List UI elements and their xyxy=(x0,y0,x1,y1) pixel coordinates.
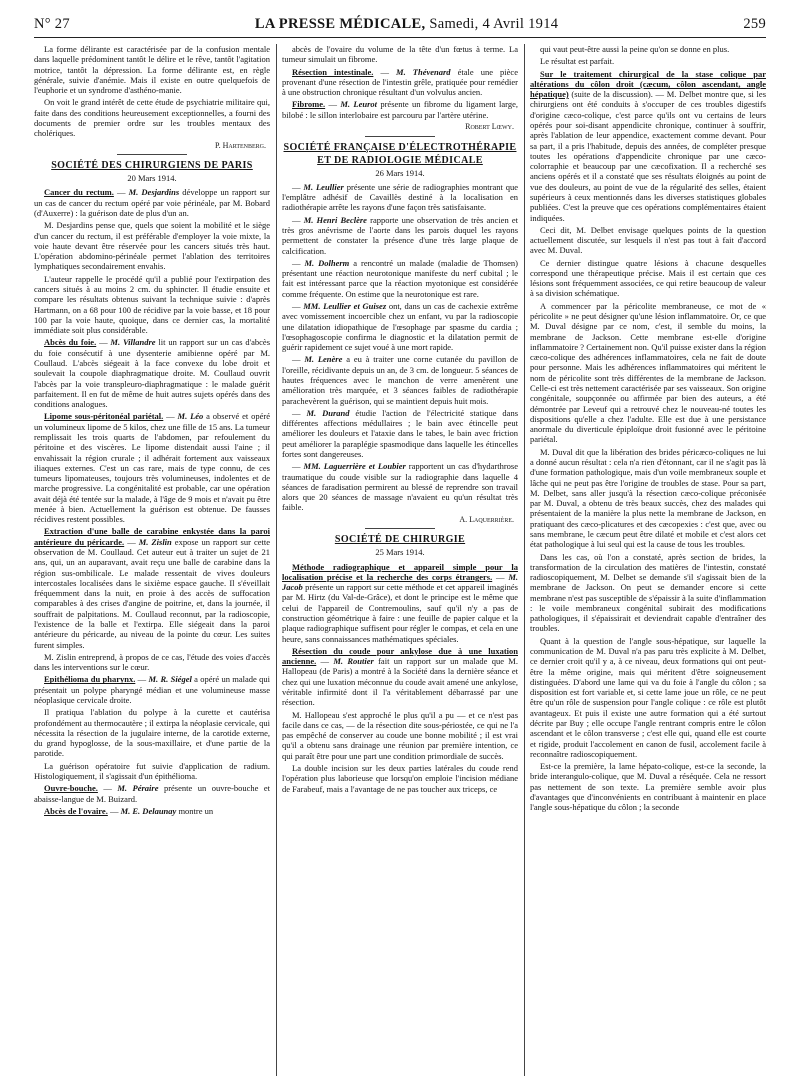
item-text: Ce dernier distingue quatre lésions à chacune desquelles correspond une thérapeutique précise. Mais il est certain que ces lésions sont fréquemment associées, ce qui retire beaucoup de valeur à sa division schématique. xyxy=(530,257,766,299)
item-text: Le résultat est parfait. xyxy=(540,56,615,67)
item-text: A commencer par la péricolite membraneuse, ce mot de « péricolite » ne peut désigner qu'une lésion inflammatoire. Or, ce que M. Duval désigne par ce nom, c'est, il semble du moins, la membrane de Jackson. Cette membrane est-elle d'origine inflammatoire ? Certainement non. Qu'il puisse exister dans la région cæco-colique des adhérences inflammatoires, cela ne fait de doute pour personne. Mais les adhérences inflammatoires qui méritent le nom de péricolite sont très différentes de la membrane de Jackson. Celle-ci est très nettement caractérisée par ses vaisseaux. Son origine congénitale, soupçonnée ou affirmée par bien des auteurs, a été démontrée par Leveuf qui a retrouvé chez le nouveau-né toutes les dispositions qu'elle a chez l'adulte. Elle est due à une persistance anormale du diverticule épiploïque droit fusionné avec le péritoine pariétal. xyxy=(530,300,766,445)
item-heading: Abcès de l'ovaire. xyxy=(44,805,108,816)
signature: A. Laquerrière. xyxy=(459,514,514,524)
item-list xyxy=(34,187,270,816)
article-paragraph: Epithélioma du pharynx. — M. R. Siégel a opéré un malade qui présentait un polype pharyngé médian et une volumineuse masse néoplasique cervicale droite. xyxy=(34,674,270,705)
item-text: M. Desjardins pense que, quels que soient la mobilité et le siège d'un cancer du rectum, il est préférable d'employer la voie mixte, la voie haute devant être réservée pour les cancers situés très haut. L'opération abdomino-périnéale permet l'ablation des territoires lymphatiques secondairement envahis. xyxy=(34,220,270,272)
article-paragraph: Résection du coude pour ankylose due à une luxation ancienne. — M. Routier fait un rapport sur un malade que M. Hallopeau (de Paris) a montré à la Société dans la dernière séance et chez qui une luxation méconnue du coude avait amené une ankylose, véritable infirmité dont il l'a véritablement débarrassé par une résection. xyxy=(282,645,518,708)
item-author: M. R. Siégel xyxy=(148,674,192,685)
item-author: M. Durand xyxy=(306,407,350,418)
item-heading: Ouvre-bouche. xyxy=(44,783,98,794)
item-text: La guérison opératoire fut suivie d'application de radium. Histologiquement, il s'agissait d'un épithélioma. xyxy=(34,760,270,781)
item-text: présente une série de radiographies montrant que l'emplâtre adhésif de Cavaillès destiné à la localisation en radiothérapie arrête les rayons d'une façon très satisfaisante. xyxy=(282,181,518,213)
page-number: 259 xyxy=(743,16,766,32)
paragraph: On voit le grand intérêt de cette étude de psychiatrie militaire qui, faite dans des conditions heureusement exceptionnelles, a fourni des documents de premier ordre sur les troubles mentaux des cholériques. xyxy=(34,97,270,139)
item-text: qui vaut peut-être aussi la peine qu'on se donne en plus. xyxy=(540,44,730,54)
item-author: M. Dolherm xyxy=(304,257,350,268)
item-text: M. Hallopeau s'est approché le plus qu'il a pu — et ce n'est pas facile dans ce cas, — de la résection dite sous-périostée, ce qui ne l'a pas empêché de conserver au coude une bonne mobilité ; il est vrai qu'il a obtenu sans drainage une réunion par première intention, ce qui paraît être pour une part une condition primordiale de succès. xyxy=(282,709,518,761)
article-paragraph: — M. Durand étudie l'action de l'électricité statique dans différentes affections médullaires ; le bain avec étincelle peut améliorer les douleurs et l'ataxie dans le tabes, le bain avec friction peut améliorer la paraplégie spasmodique dans laquelle les étincelles fortes sont dangereuses. xyxy=(282,407,518,459)
item-text: développe un rapport sur un cas de cancer du rectum opéré par voie périnéale, par M. Bobard (d'Auxerre) : la guérison date de plus d'un an. xyxy=(34,187,270,219)
article-paragraph: — M. Lenère a eu à traiter une corne cutanée du pavillon de l'oreille, récidivante depuis un an, de 3 cm. de longueur. 5 séances de hautes fréquences avec le manchon de verre amenèrent une amélioration très marquée, et 3 séances faibles de radiothérapie parachevèrent la guérison, qui se maintient depuis huit mois. xyxy=(282,354,518,406)
item-text: abcès de l'ovaire du volume de la tête d'un fœtus à terme. La tumeur simulait un fibrome. xyxy=(282,44,518,65)
item-list xyxy=(282,562,518,794)
item-heading: Extraction d'une balle de carabine enkystée dans la paroi antérieure du péricarde. xyxy=(34,526,270,547)
item-text: rapportent un cas d'hydarthrose traumatique du coude visible sur la radiographie dans laquelle 4 séances de faradisation permirent au blessé de reprendre son travail alors que 20 séances de massage n'avaient eu qu'un résultat très faible. xyxy=(282,461,518,513)
article-paragraph xyxy=(530,761,766,812)
item-text: lit un rapport sur un cas d'abcès du foie consécutif à une dysenterie amibienne opéré par M. Coullaud. L'abcès siégeait à la face convexe du lobe droit et soulevait la coupole diaphragmatique droite. M. Coullaud ouvrit l'abcès par la voie transpleuro-diaphragmatique : le malade guérit parfaitement. Il en fut de même de huit autres sujets opérés dans des conditions analogues. xyxy=(34,337,270,410)
article-paragraph xyxy=(530,225,766,256)
article-paragraph xyxy=(530,301,766,445)
item-heading: Lipome sous-péritonéal pariétal. xyxy=(44,411,164,422)
article-paragraph: Lipome sous-péritonéal pariétal. — M. Léo a observé et opéré un volumineux lipome de 5 kilos, chez une fille de 15 ans. La tumeur remplissait les trois quarts de l'abdomen, par refoulement du péritoine et des viscères. Le lipome distendait aussi l'aine ; il envahissait la région crurale ; il adhérait fortement aux vaisseaux iliaques externes. C'est un cas rare, mais de type connu, de ces tumeurs lipomateuses, toujours très volumineuses, indolentes et de marche progressive. La congénitalité est probable, car une opération avait déjà été tentée sur la malade, à l'âge de 9 mois et n'avait pu être menée à bien. Actuellement la guérison est obtenue. De fausses récidives restent possibles. xyxy=(34,411,270,525)
item-text: expose un rapport sur cette observation de M. Coullaud. Cet auteur eut à traiter un sujet de 21 ans, qui, un an auparavant, avait reçu une balle de carabine dans la région sus-ombilicale. Le malade ressentait de vives douleurs intercostales localisées dans le sixième espace gauche. Il s'éveillait fréquemment dans la nuit, en proie à des accès de suffocation comparables à des crises d'angine de poitrine, et, dans la journée, il souffrait de palpitations. M. Coullaud reconnut, par la radioscopie, l'existence de la balle et l'extirpa. Elle siégeait dans la paroi antérieure du péricarde, au niveau de la pointe du cœur. Les suites furent simples. xyxy=(34,536,270,650)
article-paragraph xyxy=(34,274,270,336)
item-heading: Résection intestinale. xyxy=(292,66,374,77)
signature: Robert Lœwy. xyxy=(465,121,514,131)
item-text: a eu à traiter une corne cutanée du pavillon de l'oreille, récidivante depuis un an, de 3 cm. de longueur. 5 séances de hautes fréquences avec le manchon de verre amenèrent une amélioration très marquée, et 3 séances faibles de radiothérapie parachevèrent la guérison, qui se maintient depuis huit mois. xyxy=(282,354,518,406)
article-paragraph xyxy=(530,552,766,634)
item-text: rapporte une observation de très ancien et très gros anévrisme de l'aorte dans les parois duquel les rayons permettent de constater la présence d'une très large plaque de calcification. xyxy=(282,214,518,256)
item-author: M. Lenère xyxy=(304,354,343,365)
item-text: étudie l'action de l'électricité statique dans différentes affections médullaires ; le bain avec étincelle peut améliorer les douleurs et l'ataxie dans le tabes, le bain avec friction peut améliorer la paraplégie spasmodique dans laquelle les étincelles fortes sont dangereuses. xyxy=(282,407,518,459)
item-text: présente un ouvre-bouche et abaisse-langue de M. Buizard. xyxy=(34,783,270,804)
item-author: M. Zislin xyxy=(138,536,172,547)
item-text: La double incision sur les deux parties latérales du coude rend l'opération plus laborieuse que lorsqu'on emploie l'incision médiane de Farabeuf, mais a l'avantage de ne pas toucher aux triceps, ce xyxy=(282,762,518,794)
item-author: M. Routier xyxy=(333,656,374,667)
signature: P. Hartenberg. xyxy=(215,140,266,150)
item-text: fait un rapport sur un malade que M. Hallopeau (de Paris) a montré à la Société dans la dernière séance et chez qui une luxation méconnue du coude avait amené une ankylose, véritable infirmité dont il l'a véritablement débarrassé par une résection. xyxy=(282,656,518,708)
article-paragraph: — M. Henri Beclère rapporte une observation de très ancien et très gros anévrisme de l'aorte dans les parois duquel les rayons permettent de constater la présence d'une très large plaque de calcification. xyxy=(282,214,518,256)
item-author: M. Henri Beclère xyxy=(303,214,367,225)
column-divider xyxy=(524,44,525,1076)
journal-title xyxy=(255,16,558,33)
article-paragraph: — M. Leullier présente une série de radiographies montrant que l'emplâtre adhésif de Cavaillès destiné à la localisation en radiothérapie arrête les rayons d'une façon très satisfaisante. xyxy=(282,181,518,213)
item-heading: Sur le traitement chirurgical de la stase colique par altérations du côlon droit (cæcum, côlon ascendant, angle hépatique) xyxy=(530,68,766,100)
article-paragraph xyxy=(530,636,766,759)
article-paragraph: Cancer du rectum. — M. Desjardins développe un rapport sur un cas de cancer du rectum opéré par voie périnéale, par M. Bobard (d'Auxerre) : la guérison date de plus d'un an. xyxy=(34,187,270,219)
item-author: M. Thévenard xyxy=(396,66,451,77)
article-paragraph: Fibrome. — M. Leurot présente un fibrome du ligament large, bilobé : le sillon interlobaire est parcouru par l'artère utérine. xyxy=(282,99,518,120)
item-heading: Résection du coude pour ankylose due à une luxation ancienne. xyxy=(282,645,518,667)
item-text: Dans les cas, où l'on a constaté, après section de brides, la transformation de la circulation des matières de l'intestin, constaté radioscopiquement, M. Delbet se demande s'il s'agissait bien de la membrane de Jackson. On peut se demander encore si cette membrane n'est pas susceptible de s'épaissir à la suite d'inflammation : le voile membraneux congénital subirait des modifications pathologiques, il s'épaissirait et deviendrait capable d'entraîner des troubles. xyxy=(530,551,766,634)
item-text: a observé et opéré un volumineux lipome de 5 kilos, chez une fille de 15 ans. La tumeur remplissait les trois quarts de l'abdomen, par refoulement du péritoine et des viscères. Le lipome distendait aussi l'aine ; il envahissait la région crurale ; il adhérait fortement aux vaisseaux iliaques externes. C'est un cas rare, mais de type connu, de ces tumeurs lipomateuses, toujours très volumineuses, indolentes et de marche progressive. La congénitalité est probable, car une opération avait déjà été tentée sur la malade, à l'âge de 9 mois et n'avait pu être menée à bien. Actuellement la guérison est obtenue. De fausses récidives restent possibles. xyxy=(34,411,270,525)
item-author: M. Villandre xyxy=(110,337,156,348)
divider xyxy=(365,136,435,137)
article-paragraph: Abcès du foie. — M. Villandre lit un rapport sur un cas d'abcès du foie consécutif à une dysenterie amibienne opéré par M. Coullaud. L'abcès siégeait à la face convexe du lobe droit et soulevait la coupole diaphragmatique droite. M. Coullaud ouvrit l'abcès par la voie transpleuro-diaphragmatique : le malade guérit parfaitement. Il en fut de même de huit autres sujets opérés dans des conditions analogues. xyxy=(34,337,270,410)
article-paragraph xyxy=(282,763,518,794)
article-paragraph: Ouvre-bouche. — M. Péraire présente un ouvre-bouche et abaisse-langue de M. Buizard. xyxy=(34,783,270,804)
item-text: a rencontré un malade (maladie de Thomsen) présentant une réaction neurotonique manifeste du nerf cubital ; le fait est intéressant parce que la réaction myotonique est considérée comme fréquente. On estime que la neurotonique est rare. xyxy=(282,257,518,299)
article-paragraph: — MM. Leullier et Guisez ont, dans un cas de cachexie extrême avec vomissement incoercible chez un enfant, vu par la radioscopie une dilatation idiopathique de l'œsophage par spasme du cardia ; l'œsophagoscopie confirma le diagnostic et la dilatation permit de guérir rapidement ce sujet voué à une mort rapide. xyxy=(282,301,518,353)
article-paragraph xyxy=(282,710,518,761)
item-list xyxy=(282,182,518,513)
article-paragraph xyxy=(530,447,766,550)
article-paragraph: — M. Dolherm a rencontré un malade (maladie de Thomsen) présentant une réaction neurotonique manifeste du nerf cubital ; le fait est intéressant parce que la réaction myotonique est considérée comme fréquente. On estime que la neurotonique est rare. xyxy=(282,257,518,299)
article-paragraph xyxy=(530,44,766,54)
article-paragraph xyxy=(34,761,270,782)
issue-date: Samedi, 4 Avril 1914 xyxy=(429,16,559,32)
item-text: a opéré un malade qui présentait un polype pharyngé médian et une volumineuse masse néoplasique cervicale droite. xyxy=(34,674,270,705)
item-heading: Cancer du rectum. xyxy=(44,187,114,198)
item-text: Quant à la question de l'angle sous-hépatique, sur laquelle la communication de M. Duval n'a pas paru très explicite à M. Delbet, ce dernier croit qu'il y a, à ce niveau, deux formations qui ont peut-être la même origine, mais qui méritent d'être soigneusement distinguées. D'abord une lame qui va du foie à l'angle du côlon ; sa disposition est fort variable et, si cette lame joue un rôle, ce ne peut être qu'un rôle de suspension pour l'angle colique : ce rôle est plutôt avantageux. Et puis il existe une autre formation qui a été surtout décrite par Buy ; elle occupe l'angle rentrant compris entre le côlon ascendant et le côlon transverse ; c'est elle qui, quand elle est courte et rigide, produit l'accolement en canon de fusil, accolement facile à reconnaître radioscopiquement. xyxy=(530,635,766,759)
column-2 xyxy=(282,44,518,1078)
article-paragraph xyxy=(530,258,766,299)
section-date: 25 Mars 1914. xyxy=(375,547,425,558)
item-author: M. Péraire xyxy=(117,783,159,794)
column-3 xyxy=(530,44,766,1078)
section-title: SOCIÉTÉ DE CHIRURGIE xyxy=(334,534,466,546)
item-list xyxy=(282,44,518,120)
item-author: MM. Laguerrière et Loubier xyxy=(303,461,406,472)
article-paragraph: Extraction d'une balle de carabine enkystée dans la paroi antérieure du péricarde. — M. Zislin expose un rapport sur cette observation de M. Coullaud. Cet auteur eut à traiter un sujet de 21 ans, qui, un an auparavant, avait reçu une balle de carabine dans la région sus-ombilicale. Le malade ressentait de vives douleurs intercostales localisées dans le sixième espace gauche. Il s'éveillait fréquemment dans la nuit, en proie à des accès de suffocation comparables à des crises d'angine de poitrine, et, dans la journée, il souffrait de palpitations. M. Coullaud reconnut, par la radioscopie, l'existence de la balle et l'extirpa. Elle siégeait dans la paroi antérieure du péricarde, au niveau de la pointe du cœur. Les suites furent simples. xyxy=(34,526,270,650)
article-paragraph: — MM. Laguerrière et Loubier rapportent un cas d'hydarthrose traumatique du coude visible sur la radiographie dans laquelle 4 séances de faradisation permirent au blessé de reprendre son travail alors que 20 séances de massage n'avaient eu qu'un résultat très faible. xyxy=(282,461,518,513)
article-paragraph xyxy=(34,707,270,758)
item-text: présente un rapport sur cette méthode et cet appareil imaginés par M. Hirtz (du Val-de-Grâce), et dont le principe est le même que celui de l'appareil de Contremoulins, sauf qu'il n'y a pas de construction géométrique à faire : une feuille de papier calque et la plaque radiographique suffisent pour régler le compas, et cela en une heure, sans connaissances mathématiques spéciales. xyxy=(282,582,518,644)
item-text: (suite de la discussion). — M. Delbet montre que, si les chirurgiens ont été conduits à s'occuper de ces troubles digestifs d'origine cæco-colique, c'est parce qu'ils ont vu certains de leurs opérés pour soi-disant appendicite chronique, continuer à souffrir, après l'ablation de leur appendice, exactement comme devant. Pour sa part, il a pris l'habitude, depuis des années, de compléter presque toutes les opérations d'appendicite chronique par une cæco-colorraphie et beaucoup par une cæcofixation. Il a recherché ses anciens opérés et il a constaté que ses résultats éloignés au point de vue des douleurs, au point de vue de la régularité des selles, étaient supérieurs à ceux mentionnés dans les diverses statistiques globales publiées. C'est la preuve que ces opérations complémentaires étaient indiquées. xyxy=(530,89,766,223)
item-author: M. Desjardins xyxy=(128,187,180,198)
item-heading: Fibrome. xyxy=(292,99,326,110)
column-divider xyxy=(276,44,277,1076)
item-author: M. Jacob xyxy=(282,571,518,593)
section-title: SOCIÉTÉ FRANÇAISE D'ÉLECTROTHÉRAPIE ET DE RADIOLOGIE MÉDICALE xyxy=(283,141,517,166)
item-author: M. Leullier xyxy=(303,181,344,192)
section-date: 20 Mars 1914. xyxy=(127,173,177,184)
page-header xyxy=(34,16,766,36)
item-list xyxy=(530,44,766,813)
article-paragraph: Abcès de l'ovaire. — M. E. Delaunay montre un xyxy=(44,805,214,816)
item-heading: Méthode radiographique et appareil simple pour la localisation précise et la recherche des corps étrangers. xyxy=(282,561,518,582)
section-title: SOCIÉTÉ DES CHIRURGIENS DE PARIS xyxy=(51,160,253,172)
item-author: MM. Leullier et Guisez xyxy=(303,301,387,312)
article-paragraph: Résection intestinale. — M. Thévenard étale une pièce provenant d'une résection de l'intestin grêle, pratiquée pour remédier à une obstruction chronique résultant d'un volvulus ancien. xyxy=(282,66,518,98)
item-text: montre un xyxy=(176,805,214,816)
item-text: L'auteur rappelle le procédé qu'il a publié pour l'extirpation des cancers situés à au moins 2 cm. du sphincter. Il étudie ensuite et compare les résultats obtenus suivant la technique suivie : d'après Hartmann, on a 68 pour 100 de récidive par la voie basse, et 18 pour 100 par la voie haute, quoique, dans ce dernier cas, la mortalité immédiate soit plus considérable. xyxy=(34,273,270,336)
item-text: étale une pièce provenant d'une résection de l'intestin grêle, pratiquée pour remédier à une obstruction chronique résultant d'un volvulus ancien. xyxy=(282,66,518,98)
article-paragraph xyxy=(282,44,518,65)
item-text: Ceci dit, M. Delbet envisage quelques points de la question actuellement discutée, sur lesquels il n'est pas tout à fait d'accord avec M. Duval. xyxy=(530,224,766,256)
article-paragraph: Méthode radiographique et appareil simple pour la localisation précise et la recherche des corps étrangers. — M. Jacob présente un rapport sur cette méthode et cet appareil imaginés par M. Hirtz (du Val-de-Grâce), et dont le principe est le même que celui de l'appareil de Contremoulins, sauf qu'il n'y a pas de construction géométrique à faire : une feuille de papier calque et la plaque radiographique suffisent pour régler le compas, et cela en une heure, sans connaissances mathématiques spéciales. xyxy=(282,561,518,644)
divider xyxy=(117,154,187,155)
item-text: ont, dans un cas de cachexie extrême avec vomissement incoercible chez un enfant, vu par la radioscopie une dilatation idiopathique de l'œsophage par spasme du cardia ; l'œsophagoscopie confirma le diagnostic et la dilatation permit de guérir rapidement ce sujet voué à une mort rapide. xyxy=(282,301,518,353)
item-author: M. Léo xyxy=(177,411,204,422)
item-text: M. Zislin entreprend, à propos de ce cas, l'étude des voies d'accès dans les interventions sur le cœur. xyxy=(34,651,270,673)
issue-number: N° 27 xyxy=(34,16,70,32)
journal-name: LA PRESSE MÉDICALE, xyxy=(254,16,426,32)
paragraph: La forme délirante est caractérisée par de la confusion mentale dans laquelle prédominent tantôt le délire et le rêve, tantôt l'agitation motrice, tantôt la dépression. La forme délirante est, en règle générale, suivie d'anémie. Mais il existe en outre quelquefois de l'euphorie et un syndrome d'asthéno-manie. xyxy=(34,44,270,96)
section-date: 26 Mars 1914. xyxy=(375,167,425,178)
item-author: M. Leurot xyxy=(340,99,377,110)
divider xyxy=(365,528,435,529)
article-paragraph xyxy=(530,69,766,223)
item-heading: Abcès du foie. xyxy=(44,337,97,348)
item-text: Est-ce la première, la lame hépato-colique, est-ce la seconde, la bride interangulo-colique, que M. Duval a réséquée. Cela ne ressort pas nettement de son texte. La première semble avoir plus d'avantages que d'inconvénients en contribuant à maintenir en place l'angle sous-hépatique du côlon ; la seconde xyxy=(530,761,766,813)
column-1 xyxy=(34,44,270,1078)
article-paragraph xyxy=(530,56,766,66)
item-text: Il pratiqua l'ablation du polype à la curette et cautérisa profondément au thermocautère ; il extirpa la néoplasie cervicale, qui nécessita la résection de la jugulaire interne, de la carotide externe, du grand hypoglosse, de la sous-maxillaire, et d'une partie de la parotide. xyxy=(34,707,270,759)
article-paragraph xyxy=(34,652,270,673)
item-text: M. Duval dit que la libération des brides péricæco-coliques ne lui a donné aucun résultat : cela n'a rien d'étonnant, car il ne s'agit pas là d'une formation pathologique, mais d'un voile membraneux souple et lâche qui ne peut pas être l'origine de troubles de stase. Pour sa part, M. Delbet, sans aller jusqu'à la résection cæco-colique préconisée par M. Duval, a obtenu de très beaux succès, chez des malades qui présentaient de la manière la plus nette la membrane de Jackson, en pratiquant des cæco-plicatures et des cæcopexies : c'est que, avec ou sans membrane, le cæcum peut être dilaté et mobile et c'est alors cet état pathologique à lui seul qui est la cause de tous les troubles. xyxy=(530,446,766,550)
article-paragraph xyxy=(34,220,270,271)
item-heading: Epithélioma du pharynx. xyxy=(44,674,136,685)
header-rule xyxy=(34,37,766,38)
item-text: présente un fibrome du ligament large, bilobé : le sillon interlobaire est parcouru par l'artère utérine. xyxy=(282,99,518,120)
item-author: M. E. Delaunay xyxy=(120,805,177,816)
